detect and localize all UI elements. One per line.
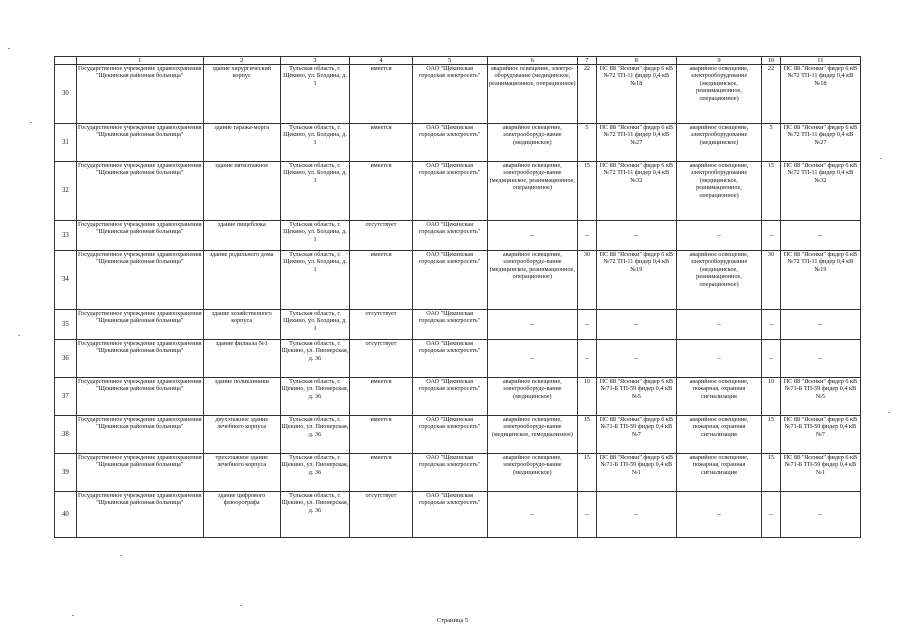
building-cell: здание хирургический корпус (203, 65, 280, 124)
power-cell: 15 (578, 454, 597, 492)
supplier-cell: ОАО "Щекинская городская электросеть" (412, 378, 487, 416)
scan-speck (120, 555, 122, 556)
row-number-cell: 30 (55, 65, 77, 124)
row-number-cell: 31 (55, 124, 77, 162)
source-cell-2: ПС 88 "Ясенки" фидер 6 кВ №71-Б ТП-59 фидер 0,4 кВ №5 (780, 378, 860, 416)
source-cell: – (596, 310, 676, 340)
building-cell: здание пятиэтажное (203, 162, 280, 221)
power-cell: 22 (578, 65, 597, 124)
purpose-cell: аварийное освещение, электрооборудо-вание (медицинское, гемодиализное) (487, 416, 577, 454)
source-cell-2: ПС 88 "Ясенки" фидер 6 кВ №71-Б ТП-59 фидер 0,4 кВ №1 (780, 454, 860, 492)
page-footer: Страница 5 (436, 617, 469, 624)
power-cell-2: 22 (762, 65, 781, 124)
source-cell-2: – (780, 221, 860, 251)
address-cell: Тульская область, г. Щекино, ул. Болдина, д. 1 (280, 221, 350, 251)
source-cell: ПС 88 "Ясенки" фидер 6 кВ №72 ТП-11 фидер 0,4 кВ №19 (596, 251, 676, 310)
supplier-cell: ОАО "Щекинская городская электросеть" (412, 124, 487, 162)
table-row (55, 65, 861, 124)
source-cell: ПС 88 "Ясенки" фидер 6 кВ №71-Б ТП-59 фидер 0,4 кВ №5 (596, 378, 676, 416)
address-cell: Тульская область, г. Щекино, ул. Пионерская, д. 36 (280, 378, 350, 416)
table-row (55, 416, 861, 454)
building-cell: здание хозяйственного корпуса (203, 310, 280, 340)
backup-status-cell: имеется (350, 65, 412, 124)
building-cell: трехэтажное здание лечебного корпуса (203, 454, 280, 492)
scan-speck (18, 335, 20, 336)
power-cell: – (578, 492, 597, 538)
row-number-cell: 37 (55, 378, 77, 416)
backup-status-cell: отсутствует (350, 221, 412, 251)
address-cell: Тульская область, г. Щекино, ул. Болдина, д. 1 (280, 65, 350, 124)
header-cell: 5 (412, 57, 487, 65)
power-cell: 15 (578, 416, 597, 454)
power-cell: – (578, 221, 597, 251)
organization-cell: Государственное учреждение здравоохранения "Щекинская районная больница" (76, 492, 203, 538)
backup-status-cell: отсутствует (350, 340, 412, 378)
organization-cell: Государственное учреждение здравоохранения "Щекинская районная больница" (76, 124, 203, 162)
source-cell: ПС 88 "Ясенки" фидер 6 кВ №72 ТП-11 фидер 0,4 кВ №32 (596, 162, 676, 221)
purpose-cell: аварийное освещение, электро-оборудование (медицинское, реанимационное, операционное) (487, 65, 577, 124)
table-row (55, 221, 861, 251)
table-row (55, 454, 861, 492)
source-cell-2: ПС 88 "Ясенки" фидер 6 кВ №72 ТП-11 фидер 0,4 кВ №18 (780, 65, 860, 124)
address-cell: Тульская область, г. Щекино, ул. Пионерская, д. 36 (280, 454, 350, 492)
purpose-cell-2: аварийное освещение, пожарная, охранная сигнализация (676, 416, 761, 454)
power-cell: 15 (578, 162, 597, 221)
purpose-cell: – (487, 310, 577, 340)
power-cell-2: 10 (762, 378, 781, 416)
purpose-cell: аварийное освещение, электрооборудо-вание (медицинское) (487, 124, 577, 162)
organization-cell: Государственное учреждение здравоохранения "Щекинская районная больница" (76, 454, 203, 492)
supplier-cell: ОАО "Щекинская городская электросеть" (412, 492, 487, 538)
header-cell: 1 (76, 57, 203, 65)
row-number-cell: 36 (55, 340, 77, 378)
purpose-cell-2: аварийное освещение, электрооборудование (медицинское, реанимационное, операционное) (676, 251, 761, 310)
backup-status-cell: имеется (350, 251, 412, 310)
power-cell: – (578, 310, 597, 340)
purpose-cell-2: аварийное освещение, пожарная, охранная сигнализация (676, 378, 761, 416)
power-cell: – (578, 340, 597, 378)
address-cell: Тульская область, г. Щекино, ул. Болдина, д. 1 (280, 162, 350, 221)
row-number-cell: 33 (55, 221, 77, 251)
address-cell: Тульская область, г. Щекино, ул. Пионерская, д. 36 (280, 340, 350, 378)
table-row (55, 378, 861, 416)
backup-status-cell: имеется (350, 454, 412, 492)
backup-status-cell: имеется (350, 416, 412, 454)
power-cell-2: – (762, 492, 781, 538)
source-cell-2: ПС 88 "Ясенки" фидер 6 кВ №72 ТП-11 фидер 0,4 кВ №27 (780, 124, 860, 162)
power-cell-2: 15 (762, 162, 781, 221)
row-number-cell: 35 (55, 310, 77, 340)
power-cell: 30 (578, 251, 597, 310)
backup-status-cell: имеется (350, 378, 412, 416)
address-cell: Тульская область, г. Щекино, ул. Болдина, д. 1 (280, 310, 350, 340)
source-cell: ПС 88 "Ясенки" фидер 6 кВ №72 ТП-11 фидер 0,4 кВ №18 (596, 65, 676, 124)
supplier-cell: ОАО "Щекинская городская электросеть" (412, 310, 487, 340)
row-number-cell: 39 (55, 454, 77, 492)
table-row (55, 310, 861, 340)
source-cell: – (596, 340, 676, 378)
row-number-cell: 38 (55, 416, 77, 454)
table-body (55, 57, 861, 538)
scan-speck (72, 615, 74, 616)
supplier-cell: ОАО "Щекинская городская электросеть" (412, 162, 487, 221)
source-cell-2: ПС 88 "Ясенки" фидер 6 кВ №72 ТП-11 фидер 0,4 кВ №19 (780, 251, 860, 310)
building-cell: здание гаража-морга (203, 124, 280, 162)
supplier-cell: ОАО "Щекинская городская электросеть" (412, 416, 487, 454)
source-cell-2: – (780, 310, 860, 340)
source-cell-2: ПС 88 "Ясенки" фидер 6 кВ №72 ТП-11 фидер 0,4 кВ №32 (780, 162, 860, 221)
power-cell-2: – (762, 340, 781, 378)
row-number-cell: 34 (55, 251, 77, 310)
source-cell: – (596, 492, 676, 538)
column-number-row (55, 57, 861, 65)
address-cell: Тульская область, г. Щекино, ул. Болдина, д. 1 (280, 251, 350, 310)
supplier-cell: ОАО "Щекинская городская электросеть" (412, 65, 487, 124)
row-number-cell: 40 (55, 492, 77, 538)
building-cell: здание поликлиники (203, 378, 280, 416)
row-number-cell: 32 (55, 162, 77, 221)
header-cell: 10 (762, 57, 781, 65)
header-cell: 3 (280, 57, 350, 65)
purpose-cell-2: аварийное освещение, электрооборудование (медицинское) (676, 124, 761, 162)
source-cell: ПС 88 "Ясенки" фидер 6 кВ №71-Б ТП-59 фидер 0,4 кВ №1 (596, 454, 676, 492)
organization-cell: Государственное учреждение здравоохранения "Щекинская районная больница" (76, 416, 203, 454)
table-row (55, 251, 861, 310)
power-cell: 5 (578, 124, 597, 162)
purpose-cell-2: – (676, 340, 761, 378)
header-cell: 2 (203, 57, 280, 65)
purpose-cell-2: аварийное освещение, пожарная, охранная сигнализация (676, 454, 761, 492)
building-cell: здание цифрового флюорографа (203, 492, 280, 538)
header-cell: 6 (487, 57, 577, 65)
building-cell: здание филиала №1 (203, 340, 280, 378)
backup-status-cell: отсутствует (350, 310, 412, 340)
supplier-cell: ОАО "Щекинская городская электросеть" (412, 251, 487, 310)
table-row (55, 162, 861, 221)
supplier-cell: ОАО "Щекинская городская электросеть" (412, 221, 487, 251)
source-cell-2: – (780, 340, 860, 378)
power-cell-2: 15 (762, 416, 781, 454)
address-cell: Тульская область, г. Щекино, ул. Пионерская, д. 36 (280, 492, 350, 538)
scan-speck (888, 412, 890, 413)
organization-cell: Государственное учреждение здравоохранения "Щекинская районная больница" (76, 310, 203, 340)
building-cell: двухэтажное здание лечебного корпуса (203, 416, 280, 454)
building-cell: здание пищеблока (203, 221, 280, 251)
header-cell: 7 (578, 57, 597, 65)
purpose-cell: аварийное освещение, электрооборудо-вание (медицинское) (487, 378, 577, 416)
source-cell: ПС 88 "Ясенки" фидер 6 кВ №71-Б ТП-59 фидер 0,4 кВ №7 (596, 416, 676, 454)
header-blank-cell (55, 57, 77, 65)
address-cell: Тульская область, г. Щекино, ул. Пионерская, д. 36 (280, 416, 350, 454)
backup-status-cell: имеется (350, 162, 412, 221)
supplier-cell: ОАО "Щекинская городская электросеть" (412, 454, 487, 492)
source-cell: – (596, 221, 676, 251)
power-cell-2: – (762, 221, 781, 251)
scan-speck (240, 605, 242, 606)
backup-status-cell: отсутствует (350, 492, 412, 538)
organization-cell: Государственное учреждение здравоохранения "Щекинская районная больница" (76, 65, 203, 124)
facility-table (54, 56, 861, 538)
header-cell: 4 (350, 57, 412, 65)
purpose-cell-2: – (676, 310, 761, 340)
source-cell-2: – (780, 492, 860, 538)
power-cell-2: 5 (762, 124, 781, 162)
purpose-cell-2: аварийное освещение, электрооборудование (медицинское, реанимационное, операционное) (676, 162, 761, 221)
purpose-cell: аварийное освещение, электрооборудо-вание (медицинское, реанимационное, операционное) (487, 251, 577, 310)
organization-cell: Государственное учреждение здравоохранения "Щекинская районная больница" (76, 251, 203, 310)
organization-cell: Государственное учреждение здравоохранения "Щекинская районная больница" (76, 340, 203, 378)
power-cell-2: 15 (762, 454, 781, 492)
table-row (55, 340, 861, 378)
power-cell-2: 30 (762, 251, 781, 310)
purpose-cell: – (487, 340, 577, 378)
organization-cell: Государственное учреждение здравоохранения "Щекинская районная больница" (76, 221, 203, 251)
scan-speck (30, 122, 32, 123)
backup-status-cell: имеется (350, 124, 412, 162)
table-row (55, 124, 861, 162)
address-cell: Тульская область, г. Щекино, ул. Болдина, д. 1 (280, 124, 350, 162)
supplier-cell: ОАО "Щекинская городская электросеть" (412, 340, 487, 378)
source-cell-2: ПС 88 "Ясенки" фидер 6 кВ №71-Б ТП-59 фидер 0,4 кВ №7 (780, 416, 860, 454)
power-cell-2: – (762, 310, 781, 340)
purpose-cell: аварийное освещение, электрооборудо-вание (медицинское) (487, 454, 577, 492)
organization-cell: Государственное учреждение здравоохранения "Щекинская районная больница" (76, 378, 203, 416)
organization-cell: Государственное учреждение здравоохранения "Щекинская районная больница" (76, 162, 203, 221)
purpose-cell-2: – (676, 221, 761, 251)
purpose-cell-2: аварийное освещение, электрооборудование (медицинское, реанимационное, операционное) (676, 65, 761, 124)
scan-speck (880, 158, 882, 159)
scan-speck (8, 48, 10, 49)
power-cell: 10 (578, 378, 597, 416)
building-cell: здание родильного дома (203, 251, 280, 310)
purpose-cell: – (487, 492, 577, 538)
table-row (55, 492, 861, 538)
header-cell: 9 (676, 57, 761, 65)
purpose-cell-2: – (676, 492, 761, 538)
purpose-cell: аварийное освещение, электрооборудо-вание (медицинское, реанимационное, операционное) (487, 162, 577, 221)
header-cell: 11 (780, 57, 860, 65)
purpose-cell: – (487, 221, 577, 251)
source-cell: ПС 88 "Ясенки" фидер 6 кВ №72 ТП-11 фидер 0,4 кВ №27 (596, 124, 676, 162)
header-cell: 8 (596, 57, 676, 65)
